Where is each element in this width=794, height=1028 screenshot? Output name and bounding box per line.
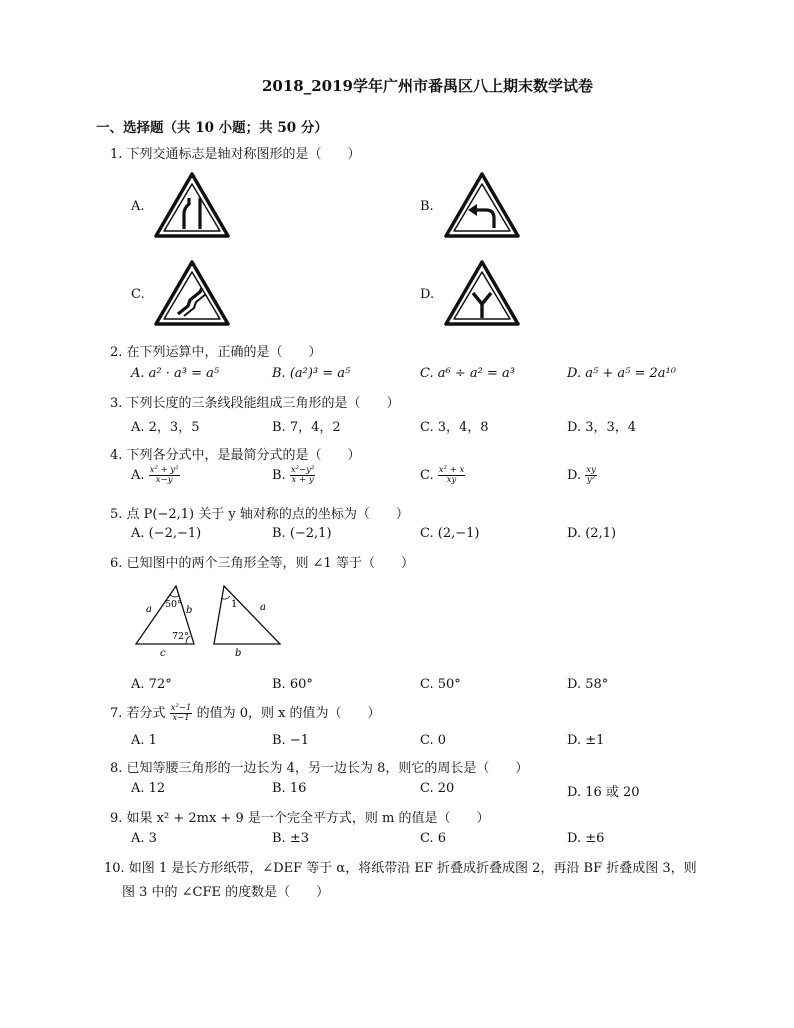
question-10-line-2: 图 3 中的 ∠CFE 的度数是（ ）	[122, 885, 330, 900]
sign-a-road-narrows-icon	[154, 172, 230, 238]
q9-option-d: D. ±6	[567, 831, 605, 846]
q6-option-b: B. 60°	[272, 677, 313, 692]
q7-option-c: C. 0	[420, 733, 447, 748]
fig2-side-b: b	[235, 648, 242, 658]
q3-option-d: D. 3，3，4	[567, 420, 637, 435]
q6-option-a: A. 72°	[131, 677, 172, 692]
q4-option-d-label: D.	[567, 467, 582, 483]
fig2-angle-1: 1	[231, 599, 238, 610]
q4-option-a	[131, 466, 180, 485]
fig1-side-b: b	[186, 605, 193, 616]
q4-option-c-label: C.	[420, 467, 434, 483]
q4-option-b-fraction: $\frac{\text{x²−y²}}{x + y}$	[290, 465, 315, 485]
q1-option-d-label: D.	[420, 287, 435, 302]
q9-option-c: C. 6	[420, 831, 447, 846]
triangle-figure-2	[208, 582, 288, 662]
q5-option-d: D. (2,1)	[567, 526, 617, 541]
sign-d-y-junction-icon	[444, 260, 520, 326]
q7-option-b: B. −1	[272, 733, 309, 748]
q2-option-c: C. a⁶ ÷ a² = a³	[420, 366, 515, 381]
q3-option-c: C. 3，4，8	[420, 420, 489, 435]
q4-option-b	[272, 466, 315, 485]
q7-fraction: $\frac{\text{x²−1}}{x-1}$	[170, 703, 192, 723]
q1-option-a-label: A.	[131, 199, 145, 214]
q9-option-b: B. ±3	[272, 831, 309, 846]
q4-option-c-fraction: $\frac{\text{x² + x}}{xy}$	[438, 465, 465, 485]
section-heading: 一、选择题（共 10 小题；共 50 分）	[96, 120, 328, 136]
q4-option-b-label: B.	[272, 467, 286, 483]
question-1: 1. 下列交通标志是轴对称图形的是（ ）	[110, 147, 361, 162]
q7-option-a: A. 1	[131, 733, 157, 748]
question-8: 8. 已知等腰三角形的一边长为 4，另一边长为 8，则它的周长是（ ）	[110, 761, 529, 776]
question-7	[110, 702, 381, 723]
q6-option-d: D. 58°	[567, 677, 609, 692]
q2-option-b: B. (a²)³ = a⁵	[272, 366, 351, 381]
q4-option-d	[567, 466, 597, 485]
q4-option-d-fraction: $\frac{xy}{\text{y²}}$	[586, 465, 596, 485]
fig1-angle-right: 72°	[172, 631, 189, 642]
question-10-line-1: 10. 如图 1 是长方形纸带，∠DEF 等于 α，将纸带沿 EF 折叠成折叠成图 2，再沿 BF 折叠成图 3，则	[104, 861, 697, 876]
q1-option-b-label: B.	[420, 199, 434, 214]
q7-text-pre: 7. 若分式	[110, 706, 166, 721]
q2-option-d: D. a⁵ + a⁵ = 2a¹⁰	[567, 366, 676, 381]
question-4: 4. 下列各分式中，是最简分式的是（ ）	[110, 448, 361, 463]
fig2-side-a: a	[260, 602, 266, 613]
q6-option-c: C. 50°	[420, 677, 461, 692]
q9-option-a: A. 3	[131, 831, 157, 846]
page-title: 2018_2019学年广州市番禺区八上期末数学试卷	[262, 77, 593, 95]
fig1-side-c: c	[160, 648, 166, 658]
fig1-side-a: a	[146, 604, 152, 615]
q4-option-a-fraction: $\frac{\text{x² + y²}}{x-y}$	[149, 465, 179, 485]
q3-option-b: B. 7，4，2	[272, 420, 341, 435]
question-6: 6. 已知图中的两个三角形全等，则 ∠1 等于（ ）	[110, 556, 414, 571]
question-9: 9. 如果 x² + 2mx + 9 是一个完全平方式，则 m 的值是（ ）	[110, 811, 490, 826]
triangle-figure-1	[132, 582, 202, 662]
q8-option-a: A. 12	[131, 781, 166, 796]
question-2: 2. 在下列运算中，正确的是（ ）	[110, 345, 322, 360]
question-5: 5. 点 P(−2,1) 关于 y 轴对称的点的坐标为（ ）	[110, 507, 409, 522]
q7-text-post: 的值为 0，则 x 的值为（ ）	[196, 706, 381, 721]
q5-option-a: A. (−2,−1)	[131, 526, 202, 541]
q4-option-c	[420, 466, 465, 485]
sign-b-turn-arrow-icon	[444, 172, 520, 238]
question-3: 3. 下列长度的三条线段能组成三角形的是（ ）	[110, 396, 400, 411]
q5-option-b: B. (−2,1)	[272, 526, 332, 541]
q4-option-a-label: A.	[131, 467, 145, 483]
q8-option-c: C. 20	[420, 781, 455, 796]
q8-option-b: B. 16	[272, 781, 307, 796]
q1-option-c-label: C.	[131, 287, 145, 302]
q8-option-d: D. 16 或 20	[567, 785, 640, 800]
q7-option-d: D. ±1	[567, 733, 605, 748]
q2-option-a: A. a² · a³ = a⁵	[131, 366, 220, 381]
q5-option-c: C. (2,−1)	[420, 526, 480, 541]
sign-c-winding-road-icon	[154, 260, 230, 326]
fig1-angle-top: 50°	[165, 599, 182, 610]
q3-option-a: A. 2，3，5	[131, 420, 200, 435]
